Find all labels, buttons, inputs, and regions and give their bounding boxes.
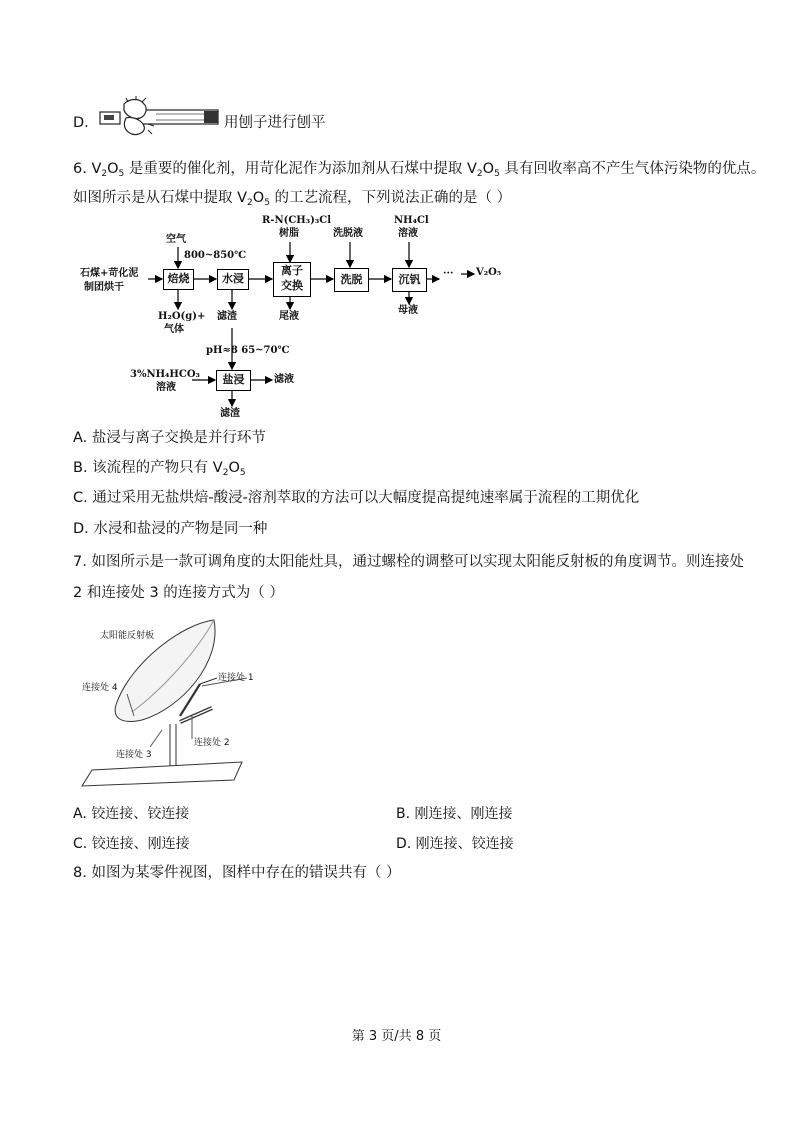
flow-nh4cl-label-2: 溶液 <box>398 228 418 239</box>
flow-box-salt-leach: 盐浸 <box>216 370 251 391</box>
q5-option-d-text: 用刨子进行刨平 <box>224 115 326 131</box>
flow-filtrate-label: 滤液 <box>274 374 294 385</box>
joint2-label: 连接处 2 <box>194 738 230 748</box>
flow-dots: ··· <box>443 268 454 279</box>
q6-stem-line2: 如图所示是从石煤中提取 $V_2O_5$ 的工艺流程，下列说法正确的是（ ） <box>73 190 512 208</box>
q6-option-c: C. 通过采用无盐烘焙-酸浸-溶剂萃取的方法可以大幅度提高提纯速率属于流程的工期优化 <box>73 490 640 506</box>
flow-residue2-label: 滤渣 <box>220 408 240 419</box>
q5-option-d-letter: D. <box>73 115 89 131</box>
q7-option-c: C. 铰连接、刚连接 <box>73 836 190 852</box>
q6-stem-line1: 6. $V_2O_5$ 是重要的催化剂，用苛化泥作为添加剂从石煤中提取 $V_2O_5$ 具有回收率高不产生气体污染物的优点。 <box>73 161 766 179</box>
flow-resin-label: R-N(CH₃)₃Cl <box>262 215 331 226</box>
flow-air-label: 空气 <box>166 234 186 245</box>
q8-stem: 8. 如图为某零件视图，图样中存在的错误共有（ ） <box>73 865 401 881</box>
q7-option-b: B. 刚连接、刚连接 <box>396 806 513 822</box>
q7-stem-line2: 2 和连接处 3 的连接方式为（ ） <box>73 585 284 601</box>
q6-option-b: B. 该流程的产物只有 $V_2O_5$ <box>73 460 246 478</box>
flow-input-label-2: 制团烘干 <box>84 282 124 293</box>
flow-box-ion-exchange <box>273 262 311 297</box>
flow-box-water-leach: 水浸 <box>217 269 249 290</box>
flow-residue-label: 滤渣 <box>217 311 237 322</box>
flow-mother-label: 母液 <box>398 305 418 316</box>
joint3-label: 连接处 3 <box>116 750 152 760</box>
flow-nh4hco3-label: 3%NH₄HCO₃ <box>130 369 200 380</box>
q6-option-a: A. 盐浸与离子交换是并行环节 <box>73 430 266 446</box>
flow-product-label: V₂O₅ <box>476 267 502 278</box>
joint4-label: 连接处 4 <box>82 683 118 693</box>
flow-box-vanadium: 沉钒 <box>392 268 427 292</box>
flow-elute-liquid-label: 洗脱液 <box>333 228 363 239</box>
flow-tail-label: 尾液 <box>279 311 299 322</box>
q7-stem-line1: 7. 如图所示是一款可调角度的太阳能灶具，通过螺栓的调整可以实现太阳能反射板的角度调节。则连接处 <box>73 554 744 570</box>
flow-box-roast: 焙烧 <box>163 269 194 290</box>
q7-option-d: D. 刚连接、铰连接 <box>396 836 514 852</box>
flow-condition-label: pH≈8 65~70℃ <box>206 345 290 356</box>
ion-line2: 交换 <box>281 279 303 292</box>
flow-temp-label: 800~850℃ <box>184 250 247 261</box>
solar-cooker-figure <box>72 612 272 792</box>
q7-option-a: A. 铰连接、铰连接 <box>73 806 190 822</box>
flow-resin-label-2: 树脂 <box>279 228 299 239</box>
page-footer: 第 3 页/共 8 页 <box>351 1029 442 1044</box>
flow-gas-label-2: 气体 <box>164 324 184 335</box>
flow-nh4cl-label: NH₄Cl <box>394 215 429 226</box>
ion-line1: 离子 <box>281 264 303 277</box>
flow-gas-label: H₂O(g)+ <box>158 311 206 322</box>
q6-option-d: D. 水浸和盐浸的产物是同一种 <box>73 521 268 537</box>
flow-box-elute: 洗脱 <box>334 268 369 292</box>
flow-nh4hco3-label-2: 溶液 <box>156 382 176 393</box>
panel-label: 太阳能反射板 <box>100 631 155 641</box>
flow-diagram <box>76 212 516 422</box>
plane-illustration <box>96 96 224 140</box>
flow-input-label: 石煤+苛化泥 <box>80 268 139 279</box>
joint1-label: 连接处 1 <box>218 673 254 683</box>
